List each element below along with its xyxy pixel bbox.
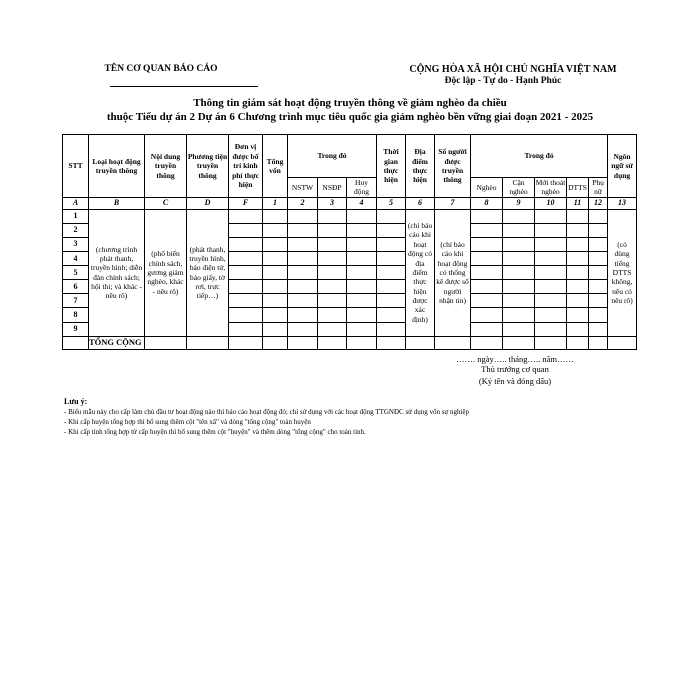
table-cell	[347, 294, 377, 308]
table-cell	[589, 336, 608, 349]
table-cell	[263, 308, 288, 322]
table-cell	[318, 266, 347, 280]
table-cell	[347, 280, 377, 294]
signature-date: ……. ngày….. tháng….. năm……	[455, 354, 575, 364]
table-cell	[347, 308, 377, 322]
table-cell	[229, 308, 263, 322]
table-cell	[263, 223, 288, 237]
header-location: Địa điểm thực hiện	[406, 135, 435, 198]
report-title-line2: thuộc Tiểu dự án 2 Dự án 6 Chương trình mục tiêu quốc gia giảm nghèo bền vững giai đoạn 2021 - 2025	[106, 111, 594, 123]
table-cell	[535, 209, 567, 223]
table-cell	[377, 322, 406, 336]
table-cell	[535, 280, 567, 294]
table-cell	[503, 308, 535, 322]
table-cell	[288, 252, 318, 266]
header-ethnic-minority: DTTS	[567, 178, 589, 198]
col-label: 13	[608, 197, 637, 209]
table-cell	[377, 294, 406, 308]
header-language: Ngôn ngữ sử dụng	[608, 135, 637, 198]
nation-name: CỘNG HÒA XÃ HỘI CHỦ NGHĨA VIỆT NAM	[409, 64, 617, 75]
col-label: B	[89, 197, 145, 209]
table-cell	[288, 266, 318, 280]
table-row	[63, 209, 637, 223]
table-cell	[503, 223, 535, 237]
header-huydong: Huy động	[347, 178, 377, 198]
header-women: Phụ nữ	[589, 178, 608, 198]
table-cell	[229, 252, 263, 266]
table-cell	[535, 223, 567, 237]
table-cell	[535, 308, 567, 322]
table-cell	[589, 223, 608, 237]
col-label: C	[145, 197, 187, 209]
table-cell	[471, 237, 503, 251]
table-cell	[471, 322, 503, 336]
col-label: 9	[503, 197, 535, 209]
table-cell	[377, 209, 406, 223]
col-label: 8	[471, 197, 503, 209]
table-cell	[567, 209, 589, 223]
table-cell	[503, 322, 535, 336]
table-cell	[263, 237, 288, 251]
total-row	[63, 336, 637, 349]
col-label: 2	[288, 197, 318, 209]
table-cell	[589, 237, 608, 251]
col-label: 12	[589, 197, 608, 209]
table-cell	[347, 336, 377, 349]
table-cell	[567, 252, 589, 266]
table-cell	[187, 336, 229, 349]
table-cell	[229, 336, 263, 349]
note-item: - Biểu mẫu này cho cấp làm chủ đầu tư hoạt động nào thì báo cáo hoạt động đó; chỉ sử dụng với các hoạt động TTGNĐC sử dụng vốn sự nghiệp	[64, 408, 470, 416]
table-cell	[567, 223, 589, 237]
col-label: 6	[406, 197, 435, 209]
table-cell	[589, 322, 608, 336]
row-number: 8	[63, 308, 89, 322]
table-cell	[318, 252, 347, 266]
table-cell	[377, 252, 406, 266]
table-cell	[567, 322, 589, 336]
table-cell	[318, 237, 347, 251]
table-cell	[503, 209, 535, 223]
nation-motto: Độc lập - Tự do - Hạnh Phúc	[444, 76, 562, 86]
table-cell	[263, 294, 288, 308]
table-cell	[503, 266, 535, 280]
agency-underline	[110, 86, 258, 87]
note-media: (phát thanh, truyền hình, báo điện tử, báo giấy, tờ rơi, trực tiếp…)	[187, 209, 229, 336]
header-unit: Đơn vị được bố trí kinh phí thực hiện	[229, 135, 263, 198]
table-cell	[589, 209, 608, 223]
table-cell	[347, 266, 377, 280]
table-cell	[589, 294, 608, 308]
table-cell	[318, 223, 347, 237]
table-cell	[318, 336, 347, 349]
table-cell	[347, 223, 377, 237]
table-cell	[377, 266, 406, 280]
table-cell	[229, 209, 263, 223]
table-cell	[471, 308, 503, 322]
signature-instruction: (Ký tên và đóng dấu)	[478, 376, 552, 386]
table-cell	[288, 280, 318, 294]
table-cell	[589, 266, 608, 280]
table-cell	[567, 280, 589, 294]
table-cell	[229, 322, 263, 336]
col-label: 11	[567, 197, 589, 209]
row-number: 9	[63, 322, 89, 336]
report-title-line1: Thông tin giám sát hoạt động truyền thông về giảm nghèo đa chiều	[193, 97, 507, 109]
table-cell	[567, 294, 589, 308]
table-cell	[589, 308, 608, 322]
row-number: 6	[63, 280, 89, 294]
note-item: - Khi cấp tỉnh tổng hợp từ cấp huyện thì bổ sung thêm cột "huyện" và thêm dòng "tổng cộng" cho toàn tỉnh.	[64, 428, 366, 436]
table-cell	[471, 209, 503, 223]
header-newly-escaped: Mới thoát nghèo	[535, 178, 566, 197]
table-cell	[347, 237, 377, 251]
note-activity-type: (chương trình phát thanh, truyền hình; diễn đàn chính sách; hội thi; và khác - nêu rõ)	[89, 209, 145, 336]
col-label: 7	[435, 197, 471, 209]
table-cell	[318, 209, 347, 223]
table-cell	[229, 266, 263, 280]
header-poor: Nghèo	[471, 178, 503, 198]
table-cell	[535, 322, 567, 336]
table-cell	[288, 294, 318, 308]
table-cell	[471, 266, 503, 280]
table-cell	[503, 280, 535, 294]
table-cell	[535, 237, 567, 251]
table-cell	[288, 223, 318, 237]
table-cell	[318, 294, 347, 308]
table-cell	[471, 294, 503, 308]
table-cell	[288, 209, 318, 223]
table-cell	[263, 252, 288, 266]
header-nsdp: NSĐP	[318, 178, 347, 198]
table-cell	[263, 266, 288, 280]
table-cell	[263, 336, 288, 349]
row-number: 7	[63, 294, 89, 308]
table-cell	[503, 252, 535, 266]
table-cell	[503, 336, 535, 349]
table-cell	[535, 266, 567, 280]
table-cell	[288, 322, 318, 336]
table-cell	[503, 294, 535, 308]
table-cell	[535, 252, 567, 266]
row-number: 1	[63, 209, 89, 223]
table-cell	[535, 294, 567, 308]
header-time: Thời gian thực hiện	[377, 135, 406, 198]
table-cell	[347, 209, 377, 223]
table-cell	[567, 336, 589, 349]
header-near-poor: Cận nghèo	[503, 178, 535, 198]
row-number: 4	[63, 252, 89, 266]
table-cell	[589, 280, 608, 294]
table-cell	[145, 336, 187, 349]
row-number: 3	[63, 237, 89, 251]
table-cell	[471, 252, 503, 266]
header-content: Nội dung truyền thông	[145, 135, 187, 198]
table-cell	[377, 280, 406, 294]
note-language: (có dùng tiếng DTTS không, nêu có nêu rõ)	[608, 209, 637, 336]
table-cell	[288, 308, 318, 322]
table-cell	[406, 336, 435, 349]
table-cell	[377, 308, 406, 322]
report-table	[62, 134, 637, 350]
col-label: F	[229, 197, 263, 209]
table-cell	[567, 237, 589, 251]
row-number: 2	[63, 223, 89, 237]
note-people-count: (chỉ báo cáo khi hoạt động có thống kê được số người nhận tin)	[435, 209, 471, 336]
note-location: (chỉ báo cáo khi hoạt động có địa điểm thực hiện được xác định)	[406, 209, 435, 336]
table-cell	[263, 209, 288, 223]
header-activity-type: Loại hoạt động truyền thông	[89, 135, 145, 198]
table-cell	[377, 237, 406, 251]
table-cell	[229, 280, 263, 294]
header-people-count: Số người được truyền thông	[435, 135, 471, 198]
table-cell	[377, 223, 406, 237]
table-cell	[229, 223, 263, 237]
table-cell	[567, 308, 589, 322]
table-cell	[263, 322, 288, 336]
table-cell	[535, 336, 567, 349]
agency-name: TÊN CƠ QUAN BÁO CÁO	[104, 64, 218, 74]
table-cell	[377, 336, 406, 349]
table-cell	[229, 294, 263, 308]
table-cell	[318, 280, 347, 294]
table-cell	[471, 223, 503, 237]
col-label: 10	[535, 197, 567, 209]
table-cell	[318, 322, 347, 336]
table-cell	[471, 336, 503, 349]
table-cell	[347, 322, 377, 336]
table-cell	[589, 252, 608, 266]
table-cell	[318, 308, 347, 322]
note-item: - Khi cấp huyện tổng hợp thì bổ sung thêm cột "tên xã" và dòng "tổng cộng" toàn huyện	[64, 418, 311, 426]
table-cell	[503, 237, 535, 251]
col-label: 4	[347, 197, 377, 209]
header-media: Phương tiện truyền thông	[187, 135, 229, 198]
table-cell	[288, 336, 318, 349]
table-cell	[229, 237, 263, 251]
notes-title: Lưu ý:	[64, 397, 88, 406]
row-number: 5	[63, 266, 89, 280]
table-cell	[263, 280, 288, 294]
col-label: A	[63, 197, 89, 209]
header-stt: STT	[63, 135, 89, 198]
note-content: (phổ biến chính sách, gương giảm nghèo, khác - nêu rõ)	[145, 209, 187, 336]
signature-role: Thủ trưởng cơ quan	[481, 364, 549, 374]
header-people-breakdown: Trong đó	[471, 135, 608, 178]
col-label: 5	[377, 197, 406, 209]
table-cell	[347, 252, 377, 266]
header-nstw: NSTW	[288, 178, 318, 198]
table-cell	[471, 280, 503, 294]
table-cell	[288, 237, 318, 251]
table-cell	[608, 336, 637, 349]
header-total-capital: Tổng vốn	[263, 135, 288, 198]
col-label: 3	[318, 197, 347, 209]
header-capital-breakdown: Trong đó	[288, 135, 377, 178]
col-label: D	[187, 197, 229, 209]
col-label: 1	[263, 197, 288, 209]
table-cell	[567, 266, 589, 280]
table-cell	[435, 336, 471, 349]
total-label: TỔNG CỘNG	[89, 336, 145, 349]
table-cell	[63, 336, 89, 349]
